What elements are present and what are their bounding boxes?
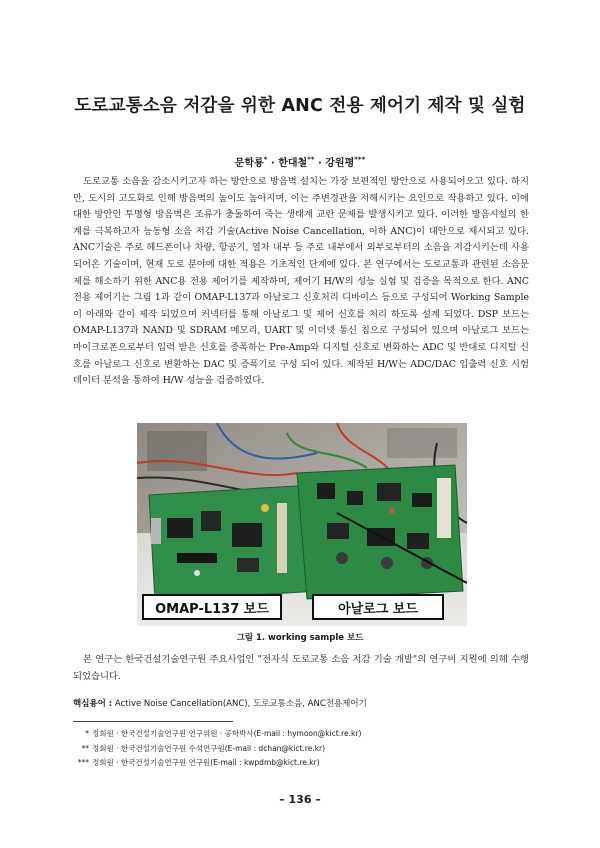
author-separator: · — [267, 158, 279, 169]
footnote-text: 정회원 · 한국건설기술연구원 수석연구원(E-mail : dchan@kict.re.kr) — [92, 743, 326, 753]
footnote — [73, 742, 529, 757]
acknowledgement-paragraph: 본 연구는 한국건설기술연구원 주요사업인 "전자식 도로교통 소음 저감 기술 개발"의 연구비 지원에 의해 수행되었습니다. — [73, 654, 529, 682]
page-number: – 136 – — [279, 793, 321, 806]
author-mark: *** — [354, 155, 366, 164]
figure-label-omap: OMAP-L137 보드 — [155, 602, 269, 617]
author-line — [0, 154, 600, 169]
footnote-text: 정회원 · 한국건설기술연구원 연구위원 · 공학박사(E-mail : hymoon@kict.re.kr) — [92, 729, 362, 738]
keywords-label: 핵심용어 : — [73, 699, 113, 709]
figure-label-analog: 아날로그 보드 — [338, 602, 418, 617]
abstract-paragraph: 도로교통 소음을 감소시키고자 하는 방안으로 방음벽 설치는 가장 보편적인 방안으로 사용되어오고 있다. 하지만, 도시의 고도화로 인해 방음벽의 높이도 높아지며, 이는 주변경관을 저해시키는 요인으로 작용하고 있다. 이에 대한 방안인 투명형 방음벽은 조류가 충돌하여 죽는 생태계 교란 문제를 발생시키고 있다. 이러한 방음시설의 한계를 극복하고자 능동형 소음 저감 기술(Active Noise Cancellation, 이하 ANC)이 대안으로 제시되고 있다. ANC기술은 주로 헤드폰이나 차량, 항공기, 열차 내부 등 주로 내부에서 외부로부터의 소음을 저감시키는데 사용되어온 기술이며, 현재 도로 분야에 대한 적용은 기초적인 단계에 있다. 본 연구에서는 도로교통과 관련된 소음문제를 해소하기 위한 ANC용 전용 제어기를 제작하며, 제어기 H/W의 성능 실험 및 검증을 목적으로 한다. ANC 전용 제어기는 그림 1과 같이 OMAP-L137과 아날로그 신호처리 디바이스 등으로 구성되어 Working Sample이 아래와 같이 제작 되었으며 커넥터를 통해 아날로그 및 제어 신호를 처리 하도록 설계 되었다. DSP 보드는 OMAP-L137과 NAND 및 SDRAM 메모리, UART 및 이더넷 통신 칩으로 구성되어 있으며 아날로그 보드는 마이크로폰으로부터 입력 받은 신호를 증폭하는 Pre-Amp와 디지털 신호로 변화하는 ADC 및 반대로 디지털 신호를 아날로그 신호로 변환하는 DAC 및 증폭기로 구성 되어 있다. 제작된 H/W는 ADC/DAC 입출력 신호 시험 데이터 분석을 통하여 H/W 성능을 검증하였다. — [73, 176, 529, 387]
figure-caption: 그림 1. working sample 보드 — [236, 633, 364, 643]
footnote-mark: *** — [77, 758, 89, 767]
author-name: 강원평 — [325, 158, 355, 169]
author-mark: ** — [307, 155, 315, 164]
author-name: 문학룡 — [234, 158, 264, 169]
keywords-line — [73, 697, 529, 709]
author-separator: · — [314, 158, 326, 169]
keywords-value: Active Noise Cancellation(ANC), 도로교통소음, ANC전용제어기 — [112, 699, 367, 709]
author-name: 한대철 — [278, 158, 308, 169]
circuit-board-photo — [137, 423, 467, 626]
footnote-divider — [73, 721, 233, 722]
footnote-mark: ** — [81, 743, 89, 753]
footnote-mark: * — [85, 729, 89, 738]
footnote — [73, 756, 529, 771]
figure-photo — [137, 423, 467, 626]
author-mark: * — [263, 155, 268, 164]
footnote-text: 정회원 · 한국건설기술연구원 연구원(E-mail : kwpdmb@kict.re.kr) — [92, 758, 320, 767]
footnotes — [73, 727, 529, 771]
footnote — [73, 727, 529, 742]
paper-title: 도로교통소음 저감을 위한 ANC 전용 제어기 제작 및 실험 — [74, 96, 526, 116]
